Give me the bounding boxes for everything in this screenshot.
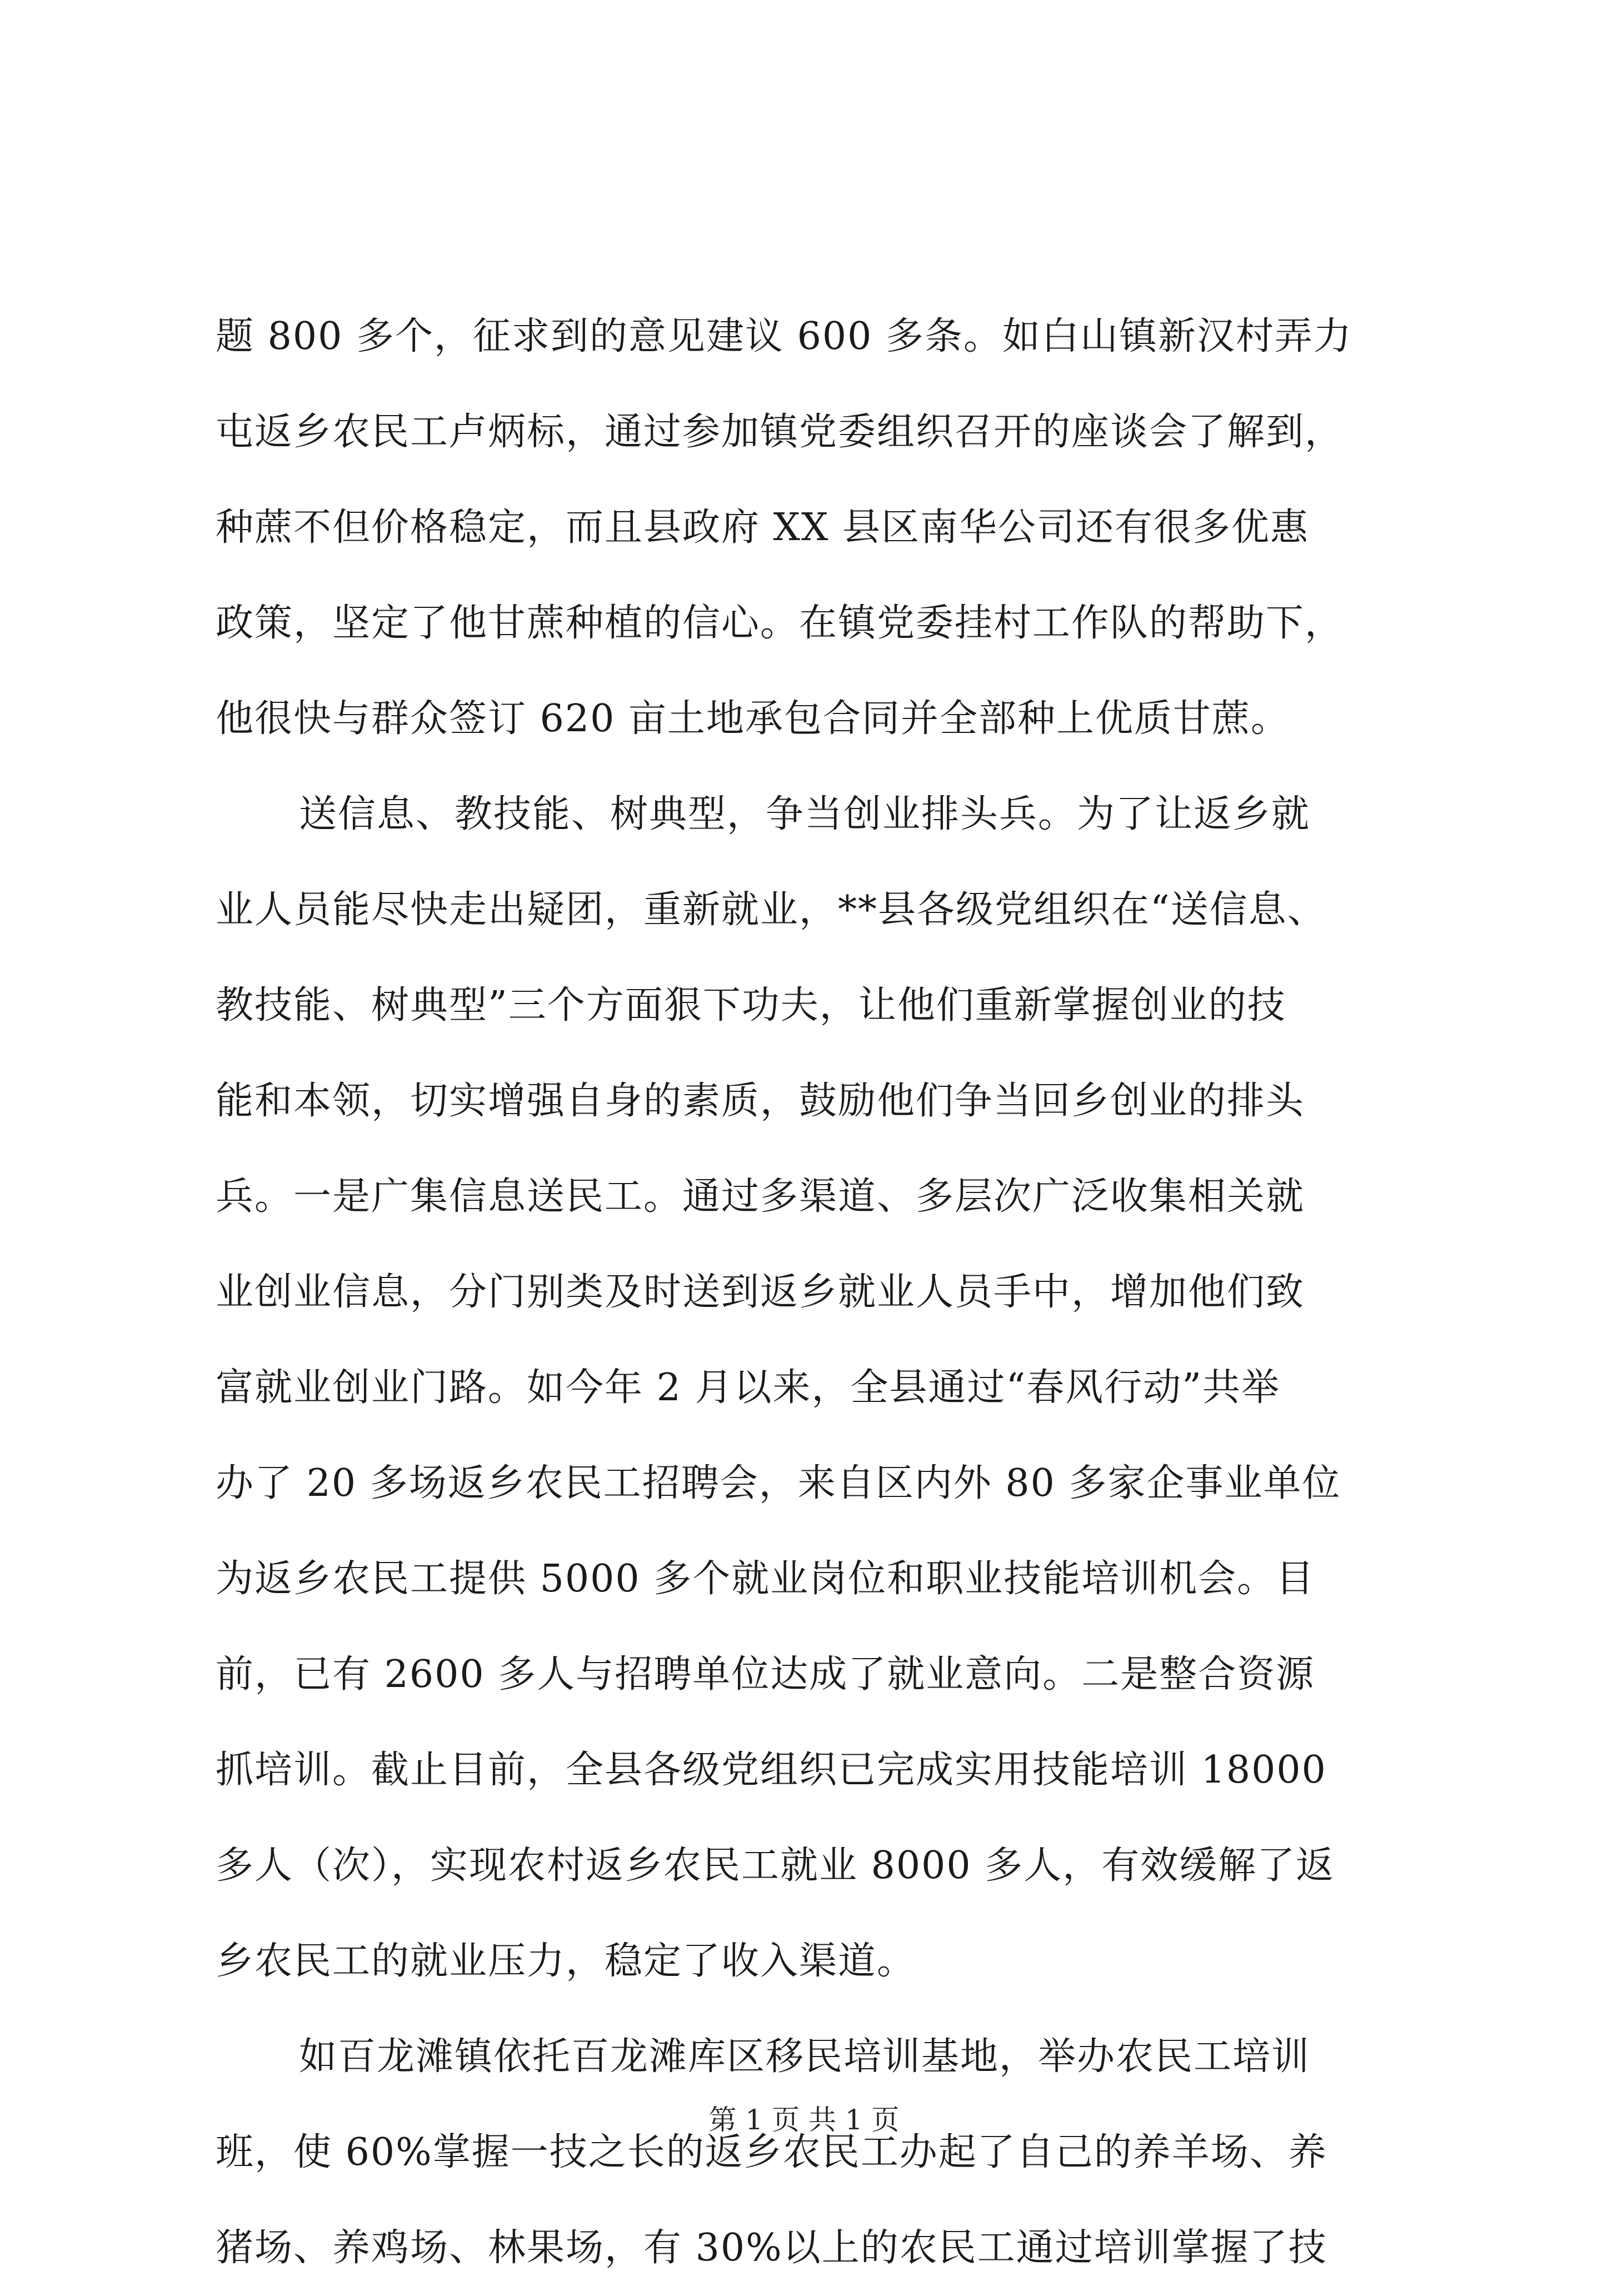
text-line: 政策，坚定了他甘蔗种植的信心。在镇党委挂村工作队的帮助下， — [216, 601, 1344, 645]
text-line: 业人员能尽快走出疑团，重新就业，**县各级党组织在“送信息、 — [216, 888, 1326, 932]
text-line: 种蔗不但价格稳定，而且县政府 XX 县区南华公司还有很多优惠 — [216, 506, 1310, 550]
text-line: 能和本领，切实增强自身的素质，鼓励他们争当回乡创业的排头 — [216, 1079, 1305, 1123]
text-line: 富就业创业门路。如今年 2 月以来，全县通过“春风行动”共举 — [216, 1366, 1281, 1410]
body-text — [216, 289, 1405, 2296]
text-line: 抓培训。截止目前，全县各级党组织已完成实用技能培训 18000 — [216, 1748, 1327, 1792]
text-line: 题 800 多个，征求到的意见建议 600 多条。如白山镇新汉村弄力 — [216, 315, 1353, 358]
text-line: 屯返乡农民工卢炳标，通过参加镇党委组织召开的座谈会了解到， — [216, 410, 1344, 454]
text-line: 班，使 60%掌握一技之长的返乡农民工办起了自己的养羊场、养 — [216, 2130, 1327, 2174]
text-line: 多人（次），实现农村返乡农民工就业 8000 多人，有效缓解了返 — [216, 1844, 1335, 1888]
text-line: 教技能、树典型”三个方面狠下功夫，让他们重新掌握创业的技 — [216, 984, 1286, 1027]
text-line: 猪场、养鸡场、林果场，有 30%以上的农民工通过培训掌握了技 — [216, 2226, 1327, 2270]
text-line: 办了 20 多场返乡农民工招聘会，来自区内外 80 多家企事业单位 — [216, 1461, 1341, 1505]
text-line: 兵。一是广集信息送民工。通过多渠道、多层次广泛收集相关就 — [216, 1175, 1305, 1219]
text-line: 业创业信息，分门别类及时送到返乡就业人员手中，增加他们致 — [216, 1270, 1305, 1314]
text-line: 乡农民工的就业压力，稳定了收入渠道。 — [216, 1939, 916, 1983]
text-line: 前，已有 2600 多人与招聘单位达成了就业意向。二是整合资源 — [216, 1653, 1315, 1696]
paragraph-start-line: 送信息、教技能、树典型，争当创业排头兵。为了让返乡就 — [299, 792, 1311, 836]
text-line: 他很快与群众签订 620 亩土地承包合同并全部种上优质甘蔗。 — [216, 697, 1290, 741]
text-line: 为返乡农民工提供 5000 多个就业岗位和职业技能培训机会。目 — [216, 1557, 1315, 1601]
page-footer: 第 1 页 共 1 页 — [708, 2104, 900, 2136]
paragraph-start-line: 如百龙滩镇依托百龙滩库区移民培训基地，举办农民工培训 — [299, 2035, 1311, 2079]
